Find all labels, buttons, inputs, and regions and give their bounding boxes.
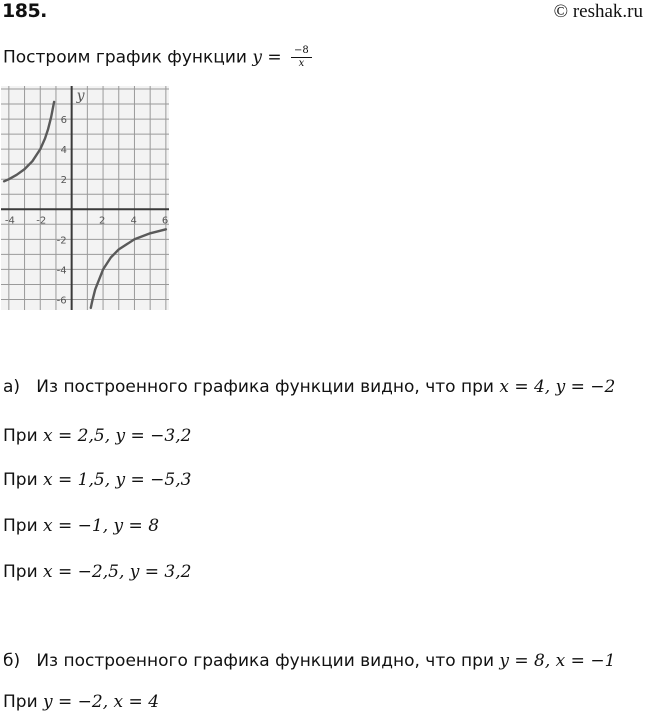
intro-formula-lhs: y =	[252, 47, 288, 68]
part-a-line	[3, 377, 615, 397]
item-prefix: При	[3, 516, 44, 536]
watermark: © reshak.ru	[553, 1, 643, 22]
item-formula: x = 1,5, y = −5,3	[43, 470, 192, 490]
y-tick-label: 4	[60, 145, 68, 157]
x-tick-label: 4	[130, 215, 137, 227]
part-b-item-1	[3, 692, 159, 712]
x-tick-label: -2	[36, 215, 47, 227]
y-tick-label: -4	[56, 265, 67, 277]
y-tick-label: 6	[60, 115, 68, 127]
part-a-formula: x = 4, y = −2	[499, 377, 616, 397]
problem-number: 185.	[2, 0, 47, 22]
part-a-text: Из построенного графика функции видно, что при	[36, 377, 500, 397]
item-prefix: При	[3, 692, 44, 712]
item-prefix: При	[3, 562, 44, 582]
item-prefix: При	[3, 470, 44, 490]
part-a-item-4	[3, 562, 191, 582]
part-b-marker: б)	[3, 651, 21, 671]
graph-background	[1, 86, 169, 310]
intro-line	[3, 45, 312, 70]
fraction-denominator: x	[298, 58, 305, 69]
item-formula: x = 2,5, y = −3,2	[43, 426, 192, 446]
item-formula: y = −2, x = 4	[43, 692, 160, 712]
y-tick-label: -6	[56, 295, 67, 307]
x-tick-label: -4	[4, 215, 15, 227]
part-a-item-1	[3, 426, 191, 446]
y-tick-label: 2	[60, 175, 68, 187]
part-b-text: Из построенного графика функции видно, что при	[36, 651, 500, 671]
part-a-marker: а)	[3, 377, 21, 397]
y-tick-label: -2	[56, 235, 67, 247]
x-tick-label: 6	[161, 215, 169, 227]
part-a-item-2	[3, 470, 191, 490]
function-graph	[1, 86, 169, 310]
fraction-numerator: −8	[291, 45, 312, 58]
y-axis-label: y	[76, 88, 85, 104]
part-b-formula: y = 8, x = −1	[499, 651, 616, 671]
item-formula: x = −2,5, y = 3,2	[43, 562, 192, 582]
part-a-item-3	[3, 516, 159, 536]
intro-text: Построим график функции	[3, 47, 253, 68]
item-formula: x = −1, y = 8	[43, 516, 160, 536]
function-fraction	[291, 45, 312, 70]
part-b-line	[3, 651, 615, 671]
item-prefix: При	[3, 426, 44, 446]
x-tick-label: 2	[99, 215, 106, 227]
